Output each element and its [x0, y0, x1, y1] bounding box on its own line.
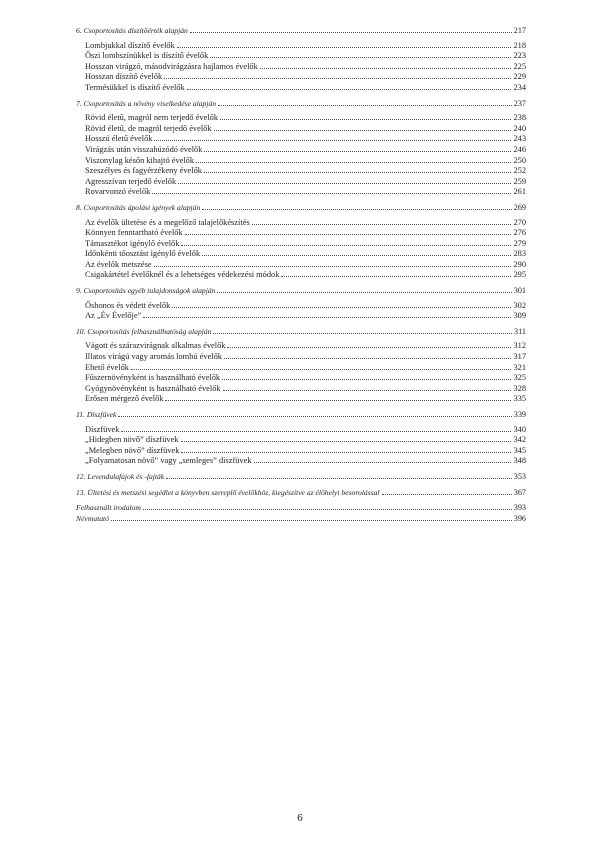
toc-entry-page: 335	[513, 394, 526, 404]
toc-entry-page: 243	[513, 134, 526, 144]
toc-entry-title: Támasztékot igénylő évelők	[85, 238, 180, 248]
dot-leader	[154, 140, 511, 141]
toc-item	[76, 124, 526, 135]
toc-entry-page: 321	[513, 362, 526, 372]
dot-leader	[185, 234, 512, 235]
dot-leader	[196, 162, 511, 163]
toc-item	[76, 177, 526, 188]
toc-item	[76, 166, 526, 177]
toc-entry-page: 276	[513, 228, 526, 238]
toc-entry-page: 238	[513, 113, 526, 123]
toc-entry-page: 252	[513, 166, 526, 176]
toc-entry-title: Rövid életű, de magról terjedő évelők	[85, 123, 212, 133]
toc-entry-page: 353	[513, 471, 526, 481]
toc-back-matter-entry	[76, 503, 526, 514]
toc-item	[76, 311, 526, 322]
toc-entry-page: 396	[513, 513, 526, 523]
dot-leader	[223, 390, 512, 391]
toc-entry-title: Hosszú életű évelők	[85, 134, 153, 144]
toc-entry-title: Fűszernövényként is használható évelők	[85, 373, 221, 383]
toc-entry-title: Vágott és szárazvirágnak alkalmas évelők	[85, 341, 226, 351]
dot-leader	[164, 78, 511, 79]
toc-entry-page: 290	[513, 259, 526, 269]
toc-item	[76, 384, 526, 395]
toc-item	[76, 156, 526, 167]
toc-item	[76, 113, 526, 124]
toc-entry-title: „Hidegben növő” díszfüvek	[85, 435, 179, 445]
dot-leader	[214, 130, 512, 131]
toc-entry-page: 295	[513, 270, 526, 280]
dot-leader	[252, 224, 512, 225]
dot-leader	[166, 478, 512, 479]
toc-entry-title: Díszfüvek	[85, 424, 120, 434]
dot-leader	[382, 494, 512, 495]
toc-entry-page: 317	[513, 352, 526, 362]
dot-leader	[143, 317, 511, 318]
toc-entry-page: 259	[513, 176, 526, 186]
dot-leader	[181, 452, 511, 453]
dot-leader	[118, 416, 511, 417]
toc-item	[76, 228, 526, 239]
toc-item	[76, 363, 526, 374]
toc-entry-title: Hosszan díszítő évelők	[85, 72, 163, 82]
toc-entry-page: 269	[513, 202, 526, 212]
toc-chapter-heading	[76, 472, 526, 483]
toc-entry-page: 279	[513, 238, 526, 248]
toc-item	[76, 83, 526, 94]
dot-leader	[210, 57, 511, 58]
toc-entry-title: Rovarvonzó évelők	[85, 187, 151, 197]
toc-entry-page: 223	[513, 51, 526, 61]
toc-entry-title: 11. Díszfüvek	[76, 410, 117, 419]
toc-entry-page: 345	[513, 445, 526, 455]
toc-chapter-heading	[76, 26, 526, 37]
toc-entry-title: Agresszívan terjedő évelők	[85, 176, 177, 186]
dot-leader	[227, 347, 511, 348]
toc-entry-page: 240	[513, 123, 526, 133]
toc-entry-page: 218	[513, 40, 526, 50]
toc-entry-page: 312	[513, 341, 526, 351]
toc-entry-title: Ehető évelők	[85, 362, 129, 372]
toc-entry-title: Gyógynövényként is használható évelők	[85, 383, 221, 393]
toc-entry-title: Rövid életű, magról nem terjedő évelők	[85, 113, 219, 123]
dot-leader	[181, 441, 512, 442]
toc-entry-title: Felhasznált irodalom	[76, 503, 141, 513]
dot-leader	[218, 105, 512, 106]
toc-item	[76, 301, 526, 312]
dot-leader	[190, 32, 512, 33]
toc-entry-page: 339	[513, 410, 526, 419]
toc-item	[76, 134, 526, 145]
toc-item	[76, 187, 526, 198]
toc-entry-title: 7. Csoportosítás a növény viselkedése alapján	[76, 98, 217, 108]
toc-chapter-heading	[76, 488, 526, 499]
toc-entry-title: Erősen mérgező évelők	[85, 394, 164, 404]
toc-entry-title: 10. Csoportosítás felhasználhatóság alapján	[76, 326, 212, 336]
dot-leader	[181, 245, 511, 246]
dot-leader	[111, 520, 512, 521]
toc-chapter-heading	[76, 410, 526, 421]
toc-entry-title: Őszi lombszínükkel is díszítő évelők	[85, 51, 209, 61]
dot-leader	[121, 431, 511, 432]
table-of-contents	[76, 26, 526, 524]
toc-entry-page: 283	[513, 249, 526, 259]
toc-item	[76, 41, 526, 52]
toc-item	[76, 446, 526, 457]
toc-entry-page: 225	[513, 61, 526, 71]
dot-leader	[165, 400, 511, 401]
dot-leader	[152, 193, 511, 194]
page-number: 6	[297, 812, 303, 824]
toc-entry-page: 340	[513, 424, 526, 434]
toc-entry-title: Névmutató	[76, 513, 109, 523]
dot-leader	[143, 509, 512, 510]
dot-leader	[202, 209, 511, 210]
toc-entry-page: 309	[513, 311, 526, 321]
toc-chapter-heading	[76, 203, 526, 214]
toc-entry-page: 393	[513, 503, 526, 513]
toc-entry-title: Viszonylag későn kihajtó évelők	[85, 155, 195, 165]
toc-chapter-heading	[76, 99, 526, 110]
dot-leader	[154, 266, 512, 267]
toc-entry-page: 301	[513, 286, 526, 296]
toc-entry-page: 342	[513, 435, 526, 445]
toc-entry-title: 6. Csoportosítás díszítőérték alapján	[76, 26, 188, 35]
toc-chapter-heading	[76, 327, 526, 338]
toc-entry-title: Virágzás után visszahúzódó évelők	[85, 144, 203, 154]
dot-leader	[202, 255, 511, 256]
toc-entry-page: 348	[513, 456, 526, 466]
toc-entry-title: Szeszélyes és fagyérzékeny évelők	[85, 166, 202, 176]
dot-leader	[187, 89, 512, 90]
toc-entry-title: Csigakártétel évelőknél és a lehetséges védekezési módok	[85, 270, 280, 280]
toc-entry-title: 8. Csoportosítás ápolási igények alapján	[76, 202, 201, 212]
toc-entry-title: Illatos virágú vagy aromás lombú évelők	[85, 352, 222, 362]
toc-item	[76, 394, 526, 405]
toc-item	[76, 260, 526, 271]
dot-leader	[254, 462, 512, 463]
toc-entry-page: 270	[513, 217, 526, 227]
dot-leader	[220, 119, 511, 120]
toc-entry-title: Időnkénti tőosztást igénylő évelők	[85, 249, 201, 259]
toc-item	[76, 352, 526, 363]
toc-item	[76, 373, 526, 384]
toc-item	[76, 435, 526, 446]
toc-item	[76, 270, 526, 281]
dot-leader	[177, 47, 512, 48]
toc-entry-page: 302	[513, 300, 526, 310]
toc-entry-title: Lombjukkal díszítő évelők	[85, 40, 175, 50]
toc-entry-title: 12. Levendulafajok és -fajták	[76, 471, 165, 481]
dot-leader	[217, 292, 511, 293]
toc-item	[76, 51, 526, 62]
toc-item	[76, 249, 526, 260]
dot-leader	[172, 307, 511, 308]
dot-leader	[260, 68, 512, 69]
toc-item	[76, 425, 526, 436]
dot-leader	[204, 172, 511, 173]
toc-item	[76, 456, 526, 467]
dot-leader	[131, 369, 511, 370]
toc-entry-title: Az „Év Évelője”	[85, 311, 142, 321]
toc-entry-title: 13. Ültetési és metszési segédlet a könyvben szereplő évelőkhöz, kiegészítve az élőhelyi besorolással	[76, 487, 380, 497]
toc-entry-page: 246	[513, 144, 526, 154]
dot-leader	[281, 276, 511, 277]
toc-item	[76, 62, 526, 73]
toc-back-matter-entry	[76, 514, 526, 525]
toc-entry-page: 328	[513, 383, 526, 393]
toc-entry-page: 261	[513, 187, 526, 197]
toc-item	[76, 72, 526, 83]
toc-entry-title: Az évelők ültetése és a megelőző talajelőkészítés	[85, 217, 250, 227]
dot-leader	[213, 333, 512, 334]
toc-entry-page: 325	[513, 373, 526, 383]
toc-entry-page: 367	[513, 487, 526, 497]
toc-entry-page: 217	[513, 26, 526, 35]
dot-leader	[178, 183, 511, 184]
toc-entry-page: 250	[513, 155, 526, 165]
toc-entry-title: Az évelők metszése	[85, 259, 152, 269]
toc-entry-title: „Melegben növő” díszfüvek	[85, 445, 180, 455]
toc-entry-title: Őshonos és védett évelők	[85, 300, 171, 310]
toc-item	[76, 341, 526, 352]
toc-entry-page: 234	[513, 82, 526, 92]
toc-entry-page: 237	[513, 98, 526, 108]
toc-item	[76, 239, 526, 250]
toc-entry-title: Hosszan virágzó, másodvirágzásra hajlamos évelők	[85, 61, 258, 71]
dot-leader	[224, 358, 511, 359]
toc-entry-page: 311	[514, 326, 526, 336]
toc-entry-title: „Folyamatosan növő” vagy „semleges” díszfüvek	[85, 456, 252, 466]
dot-leader	[222, 379, 511, 380]
toc-entry-title: Könnyen fenntartható évelők	[85, 228, 183, 238]
toc-entry-title: 9. Csoportosítás egyéb tulajdonságok alapján	[76, 286, 216, 296]
dot-leader	[204, 151, 511, 152]
toc-item	[76, 218, 526, 229]
toc-chapter-heading	[76, 286, 526, 297]
toc-item	[76, 145, 526, 156]
toc-entry-title: Termésükkel is díszítő évelők	[85, 82, 185, 92]
toc-entry-page: 229	[513, 72, 526, 82]
